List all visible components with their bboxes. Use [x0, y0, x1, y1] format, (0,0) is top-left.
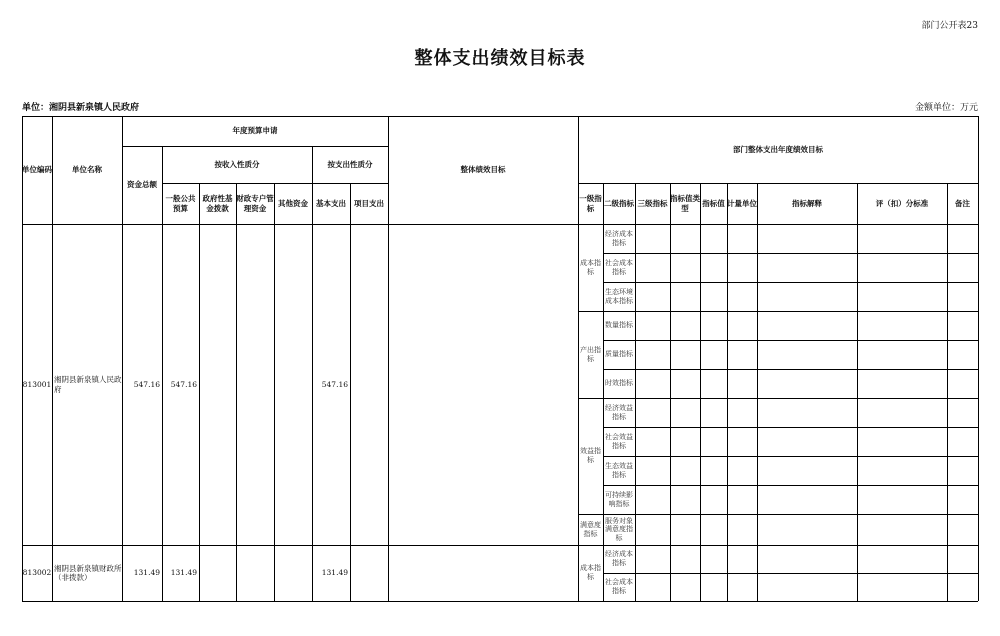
col-unit-name: 单位名称: [72, 165, 102, 175]
grid-vline: [52, 116, 53, 601]
row1-level2-item: 数量指标: [605, 321, 633, 330]
row1-level2-item: 服务对象满意度指标: [605, 516, 633, 542]
grid-vline: [236, 183, 237, 601]
col-scoring: 评（扣）分标准: [875, 198, 929, 208]
grid-hline: [22, 601, 978, 602]
row1-level2-item: 质量指标: [605, 350, 633, 359]
row1-level1-output: 产出指标: [580, 345, 601, 363]
row1-level2-item: 社会成本指标: [605, 258, 633, 276]
grid-hline: [603, 514, 978, 515]
grid-hline: [578, 514, 603, 515]
grid-hline: [603, 398, 978, 399]
row2-total: 131.49: [133, 568, 160, 578]
grid-hline: [603, 456, 978, 457]
grid-hline: [603, 369, 978, 370]
grid-hline: [162, 183, 388, 184]
grid-vline: [22, 116, 23, 601]
col-other-funds: 其他资金: [278, 198, 308, 208]
grid-vline: [350, 183, 351, 601]
grid-hline: [603, 340, 978, 341]
row1-level1-cost: 成本指标: [580, 258, 601, 276]
grid-hline: [603, 427, 978, 428]
grid-vline: [978, 116, 979, 601]
col-basic-expense: 基本支出: [316, 198, 346, 208]
row1-level2-item: 社会效益指标: [605, 432, 633, 450]
col-level3: 三级指标: [637, 198, 668, 208]
row2-basic: 131.49: [321, 568, 348, 578]
row2-level2-item: 社会成本指标: [605, 578, 633, 595]
col-measure-unit: 计量单位: [727, 198, 757, 208]
grid-vline: [578, 116, 579, 601]
row1-basic: 547.16: [321, 379, 348, 389]
grid-vline: [603, 183, 604, 601]
grid-hline: [578, 398, 603, 399]
row1-level2-item: 经济效益指标: [605, 403, 633, 421]
col-unit-code: 单位编码: [22, 165, 52, 175]
grid-vline: [388, 116, 389, 601]
col-by-expense: 按支出性质分: [327, 159, 373, 169]
col-remark: 备注: [955, 198, 970, 208]
col-total-funds: 资金总额: [127, 180, 157, 190]
col-general-budget: 一般公共预算: [165, 194, 196, 213]
grid-vline: [757, 183, 758, 601]
row2-level1-cost: 成本指标: [580, 564, 601, 581]
col-level1: 一级指标: [579, 194, 602, 213]
row1-total: 547.16: [133, 379, 160, 389]
col-indicator-type: 指标值类型: [670, 194, 700, 213]
row2-code: 813002: [22, 568, 52, 578]
row1-general: 547.16: [170, 379, 197, 389]
grid-hline: [578, 183, 978, 184]
grid-hline: [22, 224, 978, 225]
row1-level2-item: 时效指标: [605, 379, 633, 388]
grid-hline: [22, 116, 978, 117]
grid-vline: [635, 183, 636, 601]
col-fiscal-special: 财政专户管理资金: [236, 194, 274, 213]
row2-name: 湘阴县新泉镇财政所（非拨款）: [54, 563, 122, 582]
page-title: 整体支出绩效目标表: [414, 48, 586, 69]
row1-level2-item: 生态环境成本指标: [605, 287, 633, 305]
col-indicator-explain: 指标解释: [792, 198, 822, 208]
grid-hline: [603, 311, 978, 312]
col-indicator-value: 指标值: [702, 198, 725, 208]
grid-vline: [274, 183, 275, 601]
grid-hline: [578, 311, 603, 312]
col-annual-budget: 年度预算申请: [232, 126, 278, 136]
grid-hline: [603, 573, 978, 574]
row1-level2-item: 经济成本指标: [605, 229, 633, 247]
grid-hline: [603, 253, 978, 254]
grid-vline: [199, 183, 200, 601]
col-project-expense: 项目支出: [354, 198, 384, 208]
grid-vline: [162, 146, 163, 601]
row1-name: 湘阴县新泉镇人民政府: [54, 375, 122, 394]
grid-hline: [603, 282, 978, 283]
row1-level1-satisfaction: 满意度指标: [580, 520, 601, 538]
row2-level2-item: 经济成本指标: [605, 550, 633, 567]
grid-vline: [727, 183, 728, 601]
row2-general: 131.49: [170, 568, 197, 578]
col-gov-fund: 政府性基金拨款: [202, 194, 233, 213]
grid-vline: [312, 146, 313, 601]
grid-vline: [857, 183, 858, 601]
col-dept-goal: 部门整体支出年度绩效目标: [733, 144, 823, 154]
col-by-income: 按收入性质分: [214, 159, 260, 169]
unit-label: 单位：湘阴县新泉镇人民政府: [22, 103, 140, 113]
amount-unit-label: 金额单位：万元: [914, 103, 978, 113]
table-number-tag: 部门公开表23: [921, 21, 978, 31]
row1-level2-item: 生态效益指标: [605, 461, 633, 479]
grid-vline: [122, 116, 123, 601]
grid-vline: [700, 183, 701, 601]
grid-hline: [22, 545, 978, 546]
row1-code: 813001: [22, 379, 52, 389]
col-overall-goal: 整体绩效目标: [460, 165, 506, 175]
col-level2: 二级指标: [604, 198, 634, 208]
row1-level2-item: 可持续影响指标: [605, 490, 633, 508]
grid-vline: [947, 183, 948, 601]
grid-hline: [603, 485, 978, 486]
grid-vline: [670, 183, 671, 601]
row1-level1-benefit: 效益指标: [580, 447, 601, 464]
